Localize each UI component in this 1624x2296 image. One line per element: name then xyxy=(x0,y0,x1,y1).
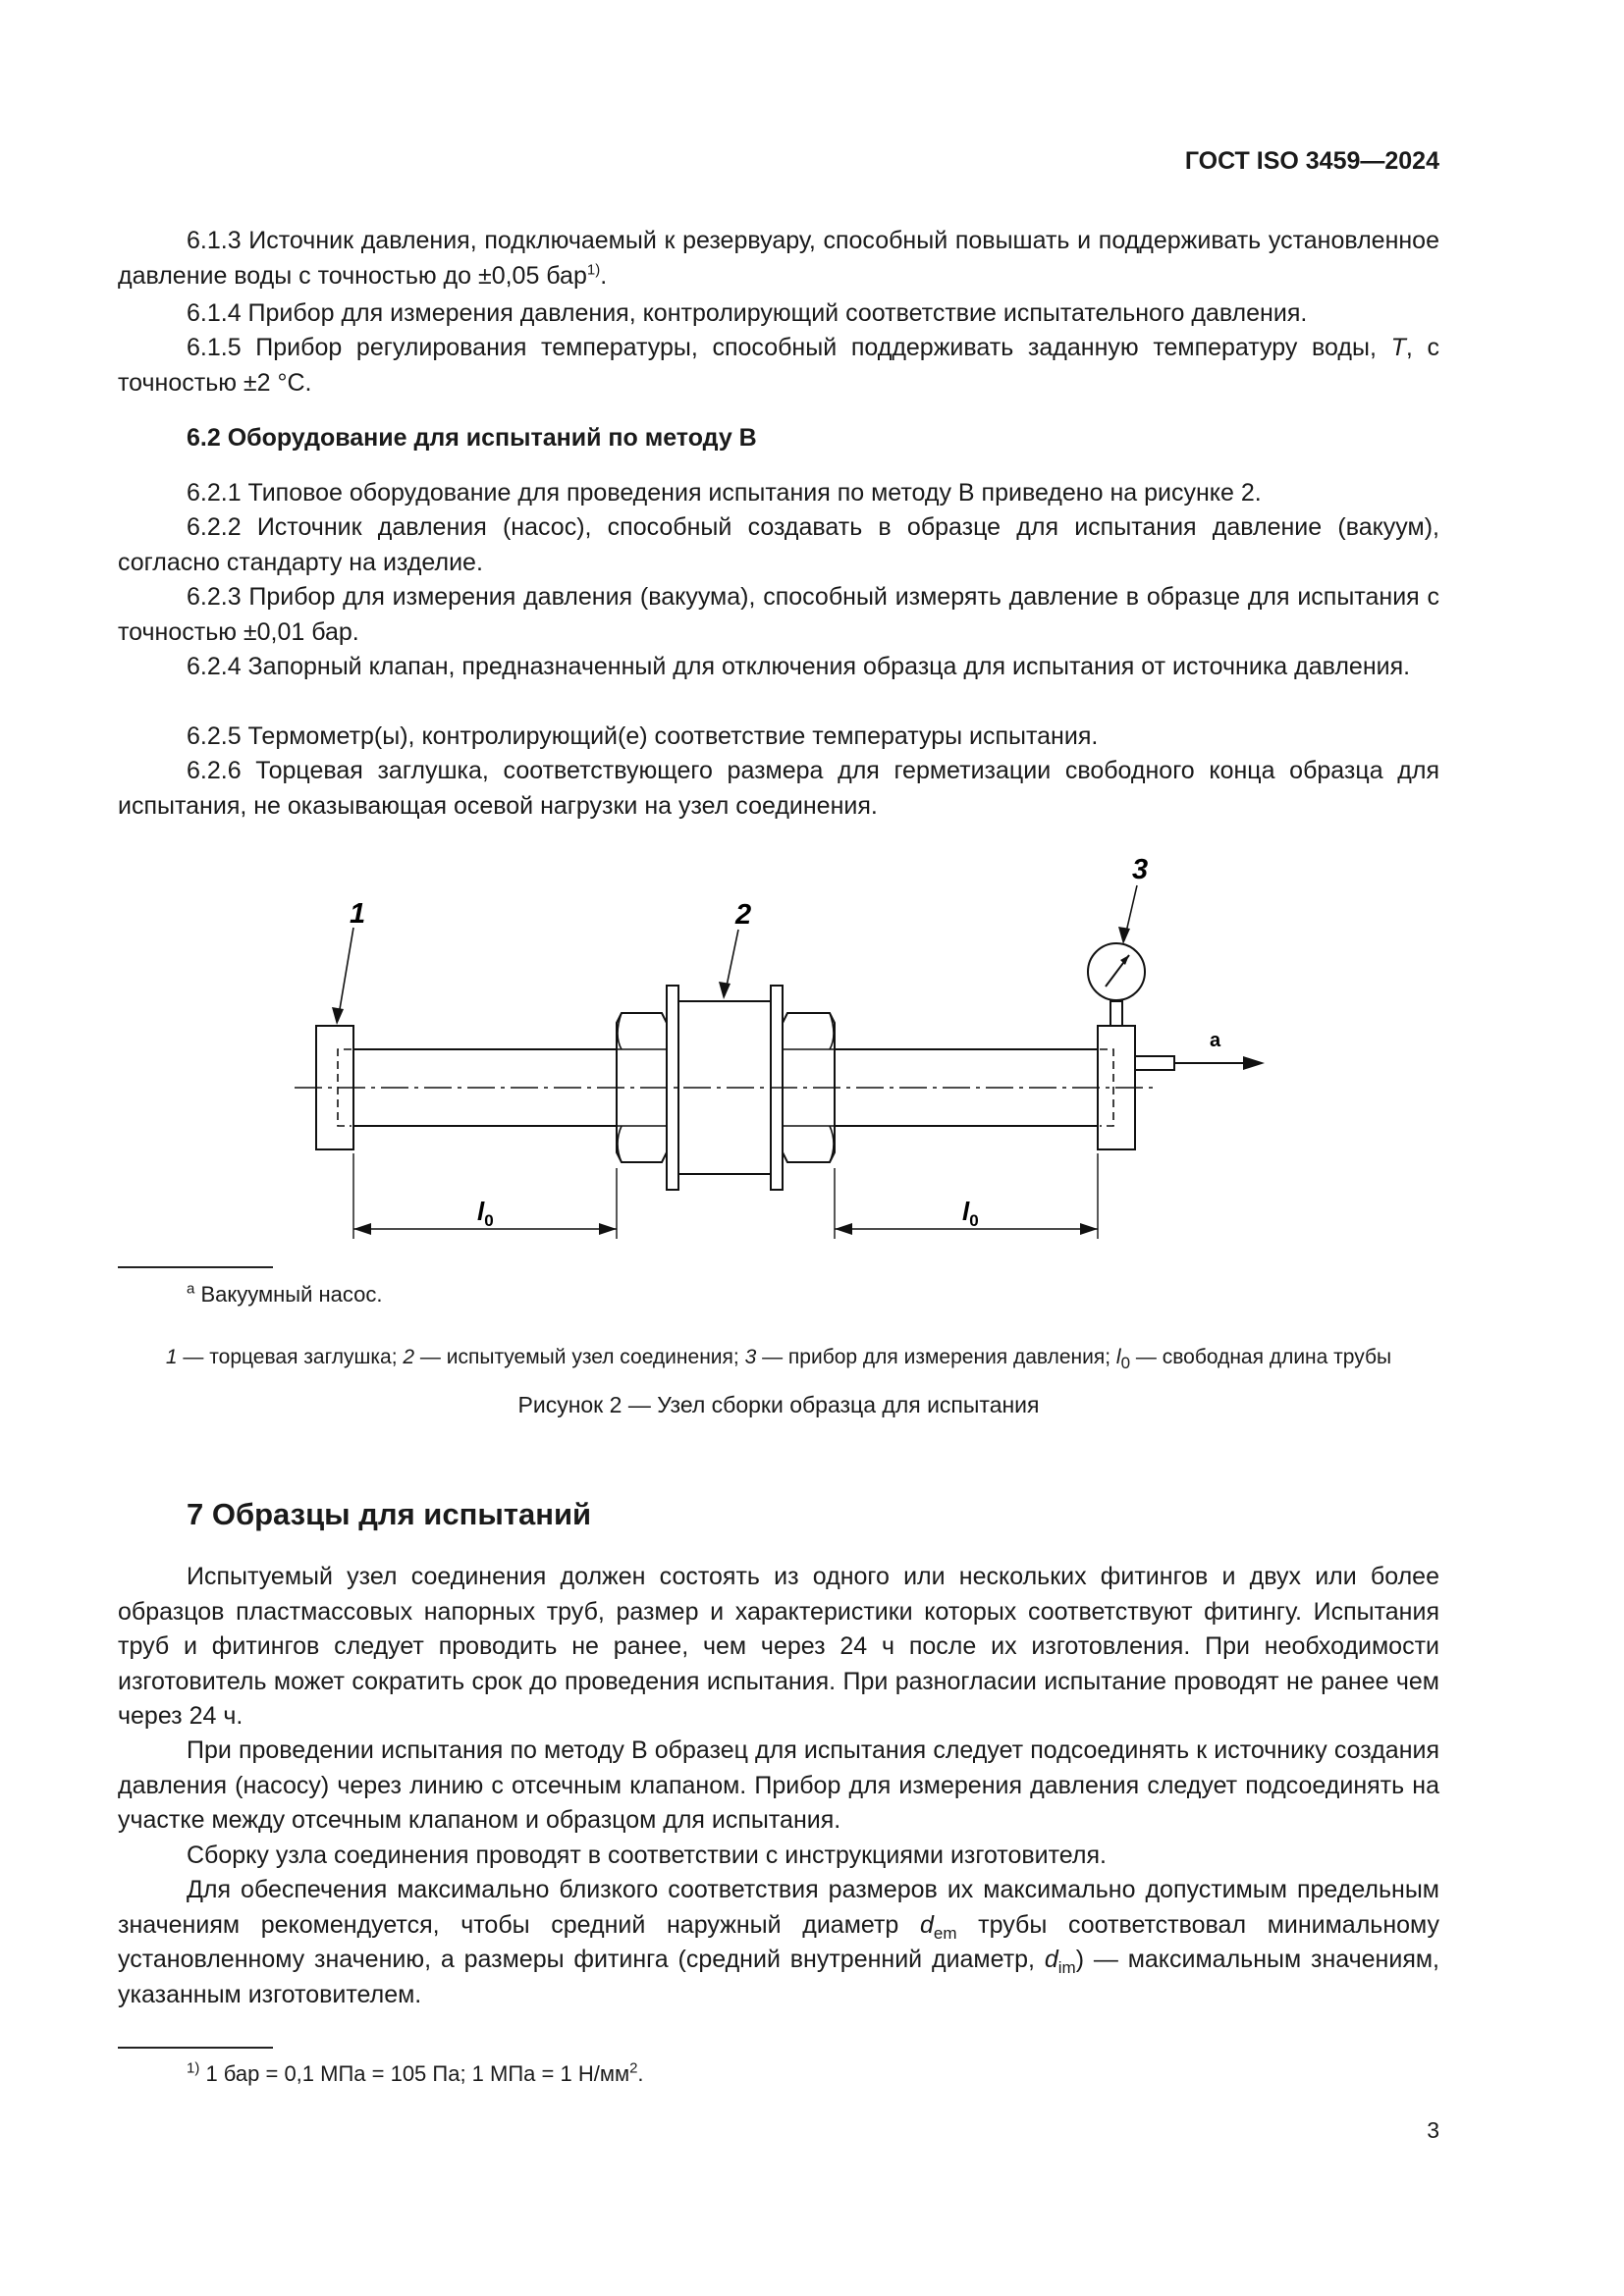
leader-1 xyxy=(338,928,353,1021)
s7-p4-text-b: трубы соответствовал минимальному установленному значению, а размеры фитинга (средний внутренний диаметр, xyxy=(118,1910,1439,1973)
figure-caption: Рисунок 2 — Узел сборки образца для испытания xyxy=(517,1392,1040,1417)
legend-2-text: — испытуемый узел соединения; xyxy=(414,1346,745,1368)
p622-text: 6.2.2 Источник давления (насос), способный создавать в образце для испытания давление (вакуум), согласно стандарту на изделие. xyxy=(118,513,1439,576)
leader-2-head xyxy=(719,982,731,999)
legend-3-num: 3 xyxy=(744,1346,757,1368)
footnote xyxy=(187,2061,644,2087)
legend-1-text: — торцевая заглушка; xyxy=(177,1346,404,1368)
document-header: ГОСТ ISO 3459—2024 xyxy=(1184,147,1439,175)
footnote-text-b: . xyxy=(637,2061,644,2086)
p615-var-t: T xyxy=(1390,334,1406,361)
note-mark: a xyxy=(187,1280,195,1298)
figure-note xyxy=(187,1282,382,1308)
s7-p4-dim-var: d xyxy=(1044,1946,1058,1973)
footnote-mark: 1) xyxy=(187,2059,200,2077)
figure-legend xyxy=(118,1346,1439,1373)
p615-text-b: , с точностью ±2 °С. xyxy=(118,334,1439,397)
dim-left-var: l xyxy=(477,1197,485,1226)
p625-text: 6.2.5 Термометр(ы), контролирующий(е) соответствие температуры испытания. xyxy=(187,722,1099,750)
p613-end: . xyxy=(600,261,608,290)
dim-label-right xyxy=(962,1197,979,1230)
paragraph-7-2 xyxy=(118,1734,1439,1839)
callout-1: 1 xyxy=(350,898,366,930)
legend-l-var: l xyxy=(1115,1346,1121,1368)
s7-p4-text-a: Для обеспечения максимально близкого соответствия размеров их максимально допустимым предельным значениям рекомендуется, чтобы средний наружный диаметр xyxy=(118,1876,1439,1939)
gauge-stem xyxy=(1110,1001,1122,1026)
paragraph-7-1 xyxy=(118,1560,1439,1735)
legend-l-text: — свободная длина трубы xyxy=(1130,1346,1392,1368)
vacuum-arrow-head xyxy=(1243,1056,1265,1070)
dim-arrow-l1 xyxy=(353,1223,371,1235)
footnote-text-a: 1 бар = 0,1 МПа = 105 Па; 1 МПа = 1 Н/мм xyxy=(199,2061,630,2086)
paragraph-7-4 xyxy=(118,1873,1439,2012)
page-number: 3 xyxy=(1427,2117,1439,2143)
s7-p4-dem-var: d xyxy=(919,1910,934,1939)
heading-6-2: 6.2 Оборудование для испытаний по методу В xyxy=(187,424,757,452)
vacuum-port xyxy=(1135,1056,1174,1070)
leader-1-head xyxy=(332,1007,344,1025)
s7-p1-text: Испытуемый узел соединения должен состоять из одного или нескольких фитингов и двух или более образцов пластмассовых напорных труб, размер и характеристики которых соответствуют фитингу. Испытания труб и фитингов следует проводить не ранее, чем через 24 ч после их изготовления. При необходимости изготовитель может сократить срок до проведения испытания. При разногласии испытание проводят не ранее чем через 24 ч. xyxy=(118,1563,1439,1730)
p615-text-a: 6.1.5 Прибор регулирования температуры, способный поддерживать заданную температуру воды, xyxy=(187,334,1391,361)
figure-note-separator xyxy=(118,1266,273,1268)
paragraph-7-3 xyxy=(118,1839,1439,1874)
s7-p2-text: При проведении испытания по методу В образец для испытания следует подсоединять к источнику создания давления (насосу) через линию с отсечным клапаном. Прибор для измерения давления следует подсоединять на участке между отсечным клапаном и образцом для испытания. xyxy=(118,1736,1439,1834)
dim-label-left xyxy=(477,1197,494,1230)
p623-text: 6.2.3 Прибор для измерения давления (вакуума), способный измерять давление в образце для испытания с точностью ±0,01 бар. xyxy=(118,583,1439,646)
heading-section-7: 7 Образцы для испытаний xyxy=(187,1497,592,1531)
p613-text: 6.1.3 Источник давления, подключаемый к резервуару, способный повышать и поддерживать установленное давление воды с точностью до ±0,05 бар xyxy=(118,227,1439,290)
legend-1-num: 1 xyxy=(165,1346,178,1368)
legend-3-text: — прибор для измерения давления; xyxy=(756,1346,1116,1368)
dim-arrow-r1 xyxy=(835,1223,852,1235)
dim-arrow-r2 xyxy=(1080,1223,1098,1235)
legend-2-num: 2 xyxy=(403,1346,415,1368)
s7-p4-dem-sub: em xyxy=(933,1923,957,1943)
callout-a: a xyxy=(1210,1030,1221,1051)
legend-l-sub: 0 xyxy=(1120,1354,1131,1373)
dim-right-var: l xyxy=(962,1197,970,1226)
s7-p4-text-c: ) — максимальным значениям, указанным изготовителем. xyxy=(118,1946,1439,2008)
callout-2: 2 xyxy=(735,899,752,931)
leader-3-head xyxy=(1118,927,1130,944)
dim-right-sub: 0 xyxy=(969,1211,979,1230)
p626-text: 6.2.6 Торцевая заглушка, соответствующего размера для герметизации свободного конца образца для испытания, не оказывающая осевой нагрузки на узел соединения. xyxy=(118,757,1439,820)
s7-p3-text: Сборку узла соединения проводят в соответствии с инструкциями изготовителя. xyxy=(187,1842,1107,1869)
footnote-ref: 1) xyxy=(586,261,601,279)
p621-text: 6.2.1 Типовое оборудование для проведения испытания по методу В приведено на рисунке 2. xyxy=(187,479,1262,507)
s7-p4-dim-sub: im xyxy=(1057,1958,1076,1977)
dim-arrow-l2 xyxy=(599,1223,617,1235)
footnote-exp: 2 xyxy=(629,2059,638,2077)
footnote-separator xyxy=(118,2047,273,2049)
dim-left-sub: 0 xyxy=(484,1211,494,1230)
callout-3: 3 xyxy=(1132,854,1149,885)
p614-text: 6.1.4 Прибор для измерения давления, контролирующий соответствие испытательного давления. xyxy=(187,299,1308,327)
p624-text: 6.2.4 Запорный клапан, предназначенный для отключения образца для испытания от источника давления. xyxy=(187,653,1411,680)
note-text: Вакуумный насос. xyxy=(200,1282,383,1307)
